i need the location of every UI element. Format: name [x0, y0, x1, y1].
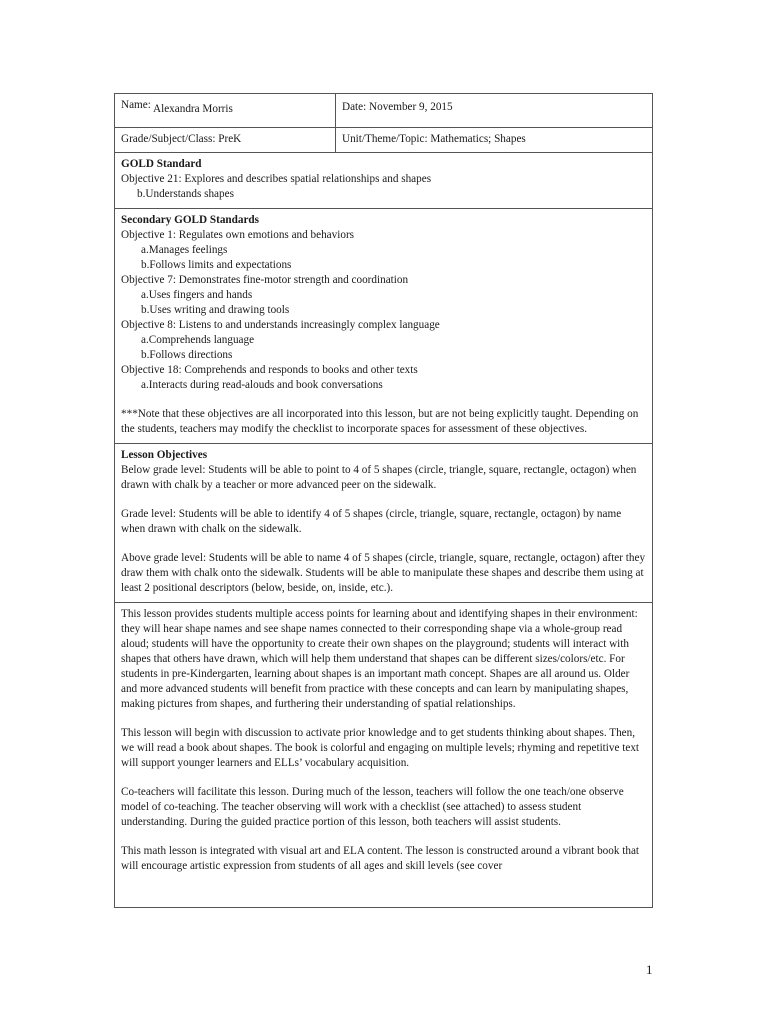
secondary-line: b.Follows limits and expectations	[141, 259, 292, 271]
rationale-paragraph-2: This lesson will begin with discussion to activate prior knowledge and to get students thinking about shapes. Then, we will read a book about shapes. The book is colorful and engaging on multiple levels; rhyming and repetitive text will support younger learners and ELLs’ vocabulary acquisition.	[121, 727, 640, 769]
secondary-line: Objective 1: Regulates own emotions and behaviors	[121, 229, 355, 241]
secondary-line: Objective 7: Demonstrates fine-motor strength and coordination	[121, 274, 409, 286]
gold-objective: Objective 21: Explores and describes spatial relationships and shapes	[121, 173, 432, 185]
gold-standard-title: GOLD Standard	[121, 158, 202, 170]
page-number: 1	[646, 962, 653, 977]
secondary-line: b.Follows directions	[141, 349, 233, 361]
gold-sub: b.Understands shapes	[137, 188, 234, 200]
date-cell: Date: November 9, 2015	[342, 101, 453, 113]
unit-cell: Unit/Theme/Topic: Mathematics; Shapes	[342, 133, 526, 145]
rationale-paragraph-4: This math lesson is integrated with visual art and ELA content. The lesson is constructed around a vibrant book that will encourage artistic expression from students of all ages and skill levels (see cover	[121, 845, 640, 872]
name-label: Name:	[121, 99, 151, 111]
header-row-2	[115, 128, 652, 153]
grade-cell: Grade/Subject/Class: PreK	[115, 128, 336, 152]
rationale-paragraph-3: Co-teachers will facilitate this lesson. During much of the lesson, teachers will follow the one teach/one observe model of co-teaching. The teacher observing will work with a checklist (see attached) to assess student understanding. During the guided practice portion of this lesson, both teachers will assist students.	[121, 786, 624, 828]
secondary-line: a.Interacts during read-alouds and book conversations	[141, 379, 383, 391]
lesson-plan-table	[114, 93, 653, 908]
secondary-line: Objective 18: Comprehends and responds to books and other texts	[121, 364, 418, 376]
objective-above-grade: Above grade level: Students will be able to name 4 of 5 shapes (circle, triangle, square, rectangle, octagon) after they draw them with chalk onto the sidewalk. Students will be able to manipulate these shapes and describe them using at least 2 positional descriptors (below, beside, on, inside, etc.).	[121, 552, 646, 594]
rationale-block	[115, 603, 652, 907]
name-value: Alexandra Morris	[153, 103, 233, 115]
secondary-lines	[121, 228, 646, 393]
lesson-objectives-block	[115, 444, 652, 603]
rationale-paragraph-1: This lesson provides students multiple access points for learning about and identifying shapes in their environment: they will hear shape names and see shape names connected to their corresponding shape via a whole-group read aloud; students will have the opportunity to create their own shapes on the playground; students will interact with shapes that others have drawn, which will help them understand that shapes can be different sizes/colors/etc. For students in pre-Kindergarten, learning about shapes is an important math concept. Shapes are all around us. Older and more advanced students will benefit from practice with these concepts and can learn by manipulating shapes, making pictures from shapes, and furthering their understanding of spatial relationships.	[121, 608, 638, 710]
name-cell	[115, 94, 336, 127]
gold-standard-block	[115, 153, 652, 209]
header-row-1	[115, 94, 652, 128]
secondary-line: a.Comprehends language	[141, 334, 255, 346]
lesson-objectives-title: Lesson Objectives	[121, 449, 208, 461]
secondary-standards-block	[115, 209, 652, 444]
secondary-line: Objective 8: Listens to and understands increasingly complex language	[121, 319, 440, 331]
secondary-line: b.Uses writing and drawing tools	[141, 304, 290, 316]
secondary-note: ***Note that these objectives are all incorporated into this lesson, but are not being explicitly taught. Depending on the students, teachers may modify the checklist to incorporate spaces for assessment of these objectives.	[121, 408, 639, 435]
secondary-line: a.Manages feelings	[141, 244, 228, 256]
objective-grade-level: Grade level: Students will be able to identify 4 of 5 shapes (circle, triangle, square, rectangle, octagon) by name when drawn with chalk on the sidewalk.	[121, 508, 622, 535]
secondary-title: Secondary GOLD Standards	[121, 214, 260, 226]
secondary-line: a.Uses fingers and hands	[141, 289, 253, 301]
objective-below-grade: Below grade level: Students will be able to point to 4 of 5 shapes (circle, triangle, square, rectangle, octagon) when drawn with chalk by a teacher or more advanced peer on the sidewalk.	[121, 464, 637, 491]
